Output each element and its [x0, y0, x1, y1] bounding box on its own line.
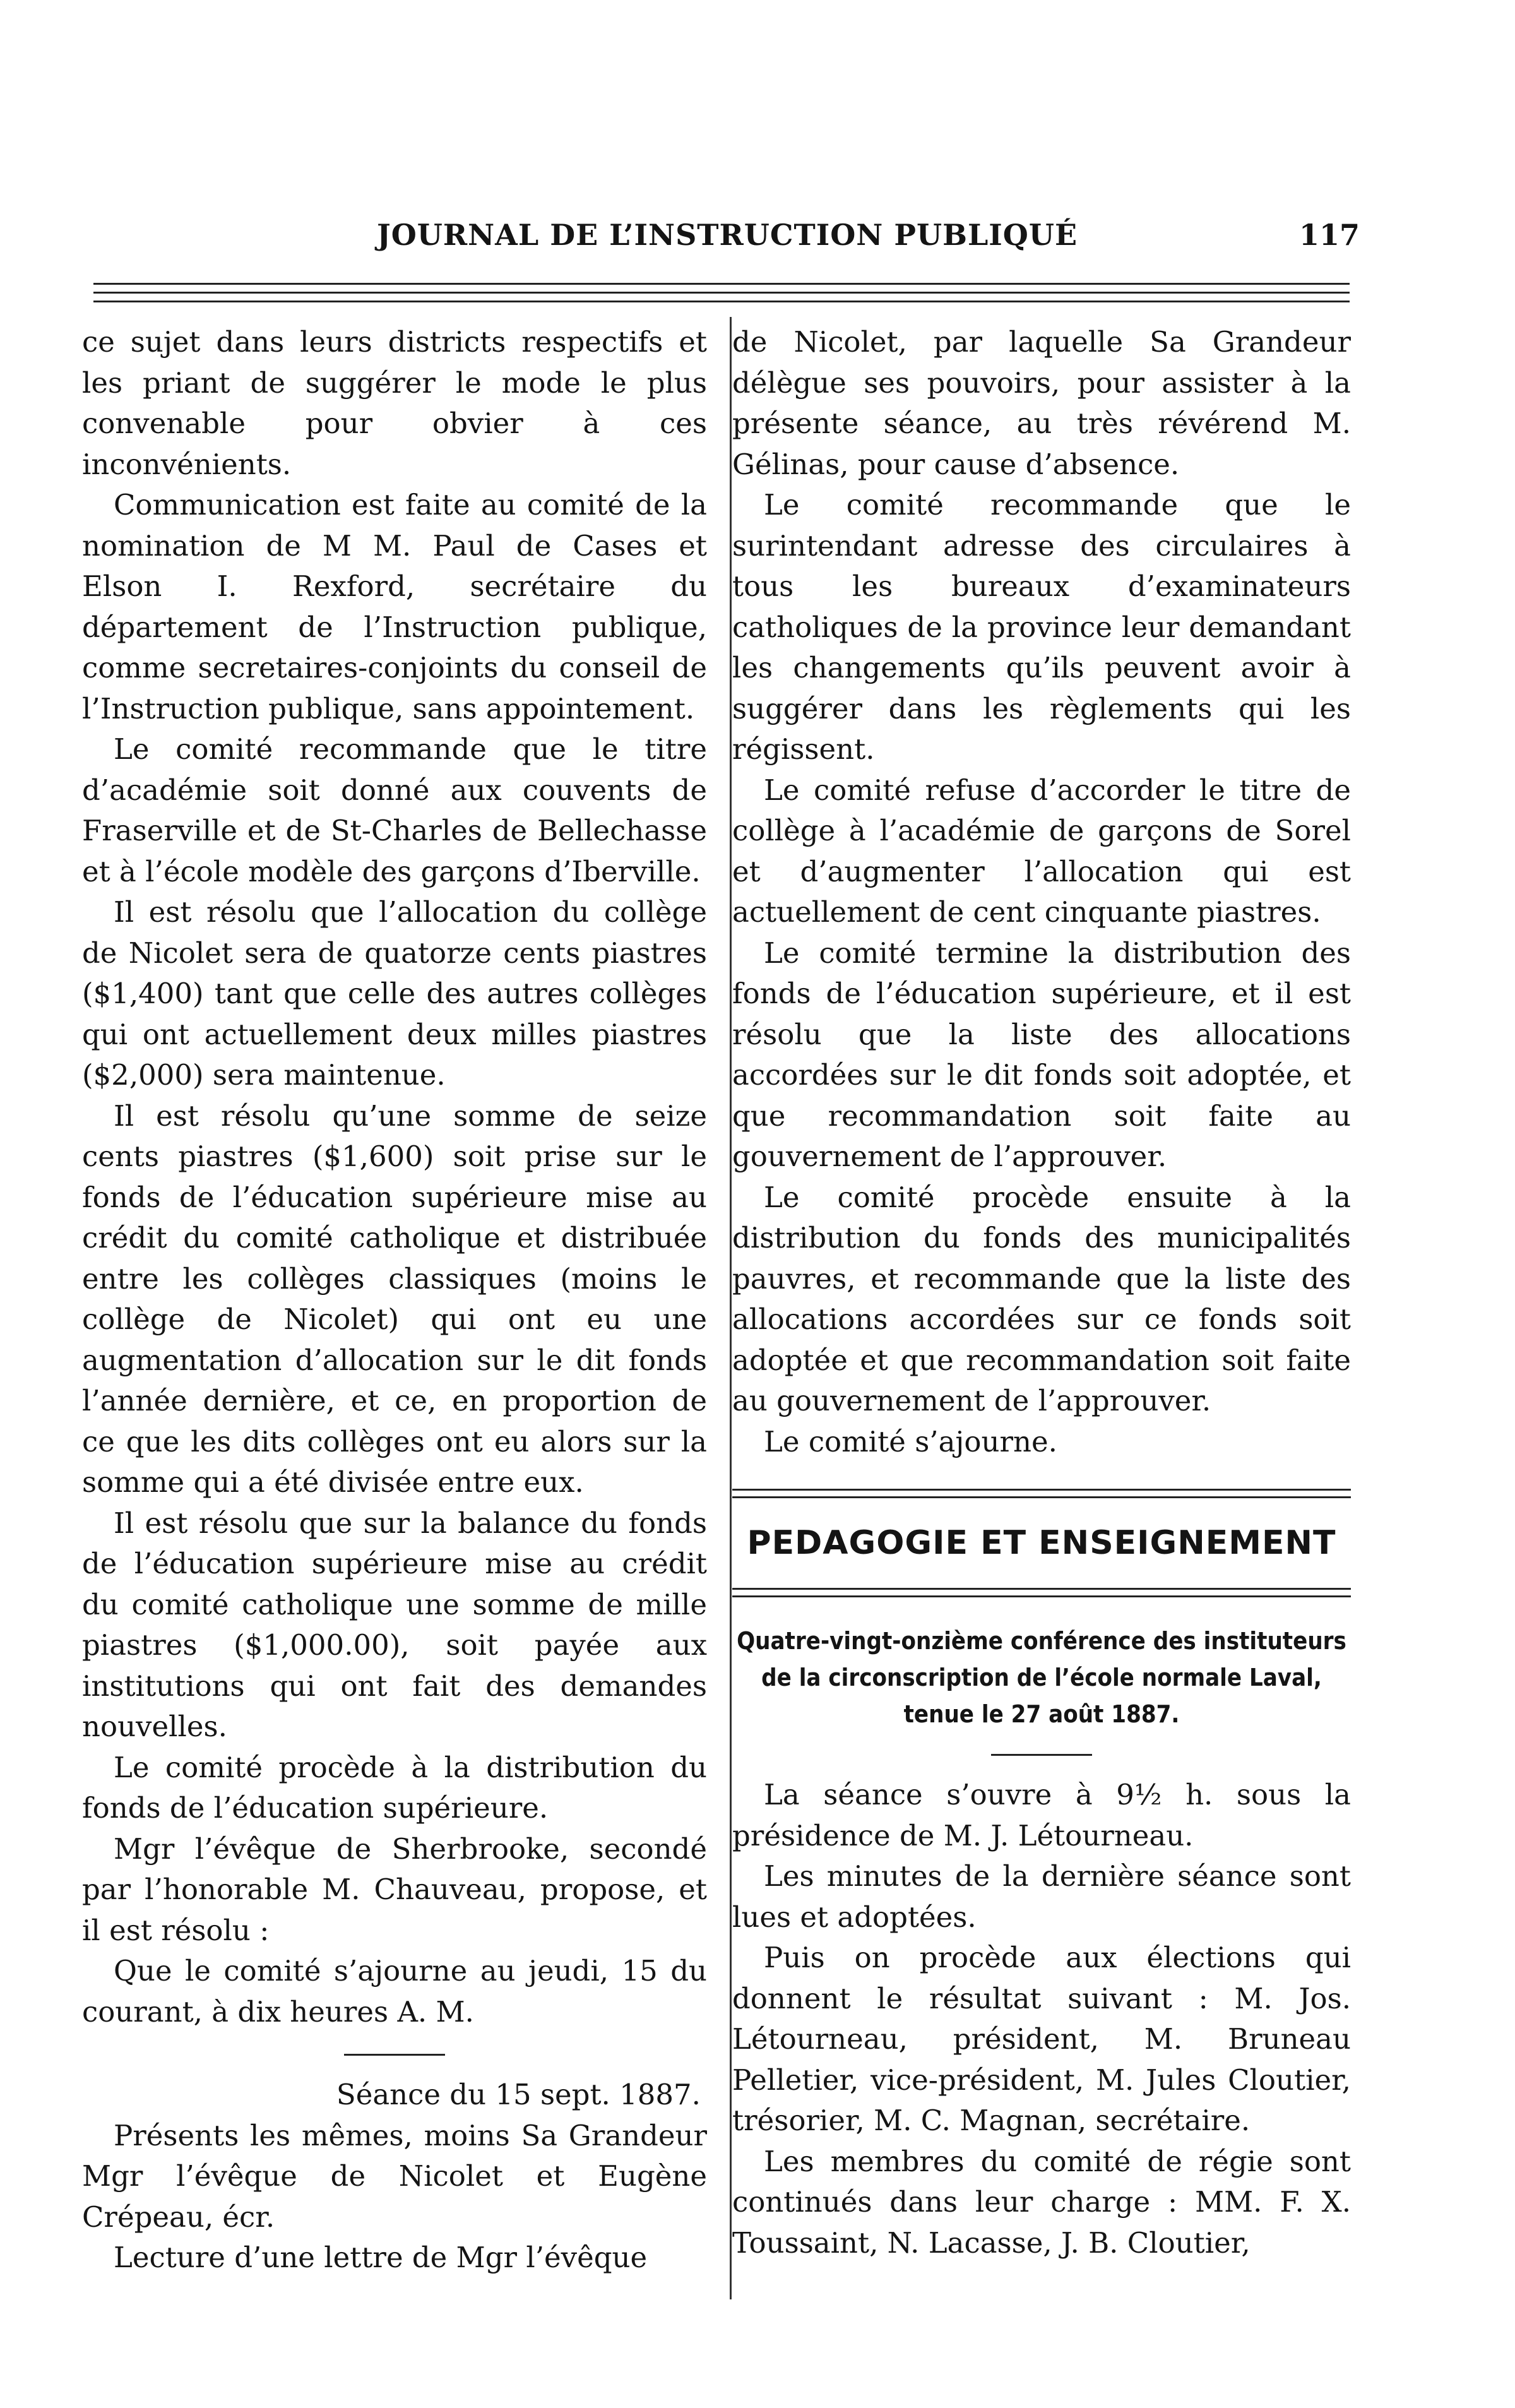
paragraph: Mgr l’évêque de Sherbrooke, secondé par l’honorable M. Chauveau, propose, et il est résolu : — [82, 1832, 707, 1947]
paragraph: Le comité s’ajourne. — [764, 1424, 1057, 1458]
paragraph: Le comité recommande que le titre d’académie soit donné aux couvents de Fraserville et de St-Charles de Bellechasse et à l’école modèle des garçons d’Iberville. — [82, 732, 707, 888]
paragraph: Lecture d’une lettre de Mgr l’évêque — [114, 2241, 648, 2274]
conference-subheading: Quatre-vingt-onzième conférence des instituteurs de la circonscription de l’école normale Laval, tenue le 27 août 1887. — [737, 1627, 1346, 1728]
left-column — [82, 322, 707, 2279]
header-rule-top — [93, 283, 1350, 285]
paragraph: Il est résolu qu’une somme de seize cents piastres ($1,600) soit prise sur le fonds de l’éducation supérieure mise au crédit du comité catholique et distribuée entre les collèges classiques (moins le collège de Nicolet) qui ont eu une augmentation d’allocation sur le dit fonds l’année dernière, et ce, en proportion de ce que les dits collèges ont eu alors sur la somme qui a été divisée entre eux. — [82, 1099, 707, 1499]
section-rule-top — [732, 1489, 1351, 1498]
paragraph: Le comité procède à la distribution du fonds de l’éducation supérieure. — [82, 1750, 707, 1825]
paragraph: Le comité termine la distribution des fonds de l’éducation supérieure, et il est résolu que la liste des allocations accordées sur le dit fonds soit adoptée, et que recommandation soit faite au gouvernement de l’approuver. — [732, 936, 1351, 1173]
section-rule-bottom — [732, 1588, 1351, 1597]
paragraph: ce sujet dans leurs districts respectifs et les priant de suggérer le mode le plus convenable pour obvier à ces inconvénients. — [82, 325, 707, 481]
journal-title: JOURNAL DE L’INSTRUCTION PUBLIQUÉ — [376, 218, 1078, 252]
right-column — [732, 322, 1351, 2263]
column-divider — [730, 317, 732, 2299]
paragraph: Les minutes de la dernière séance sont lues et adoptées. — [732, 1859, 1351, 1934]
paragraph: Puis on procède aux élections qui donnent le résultat suivant : M. Jos. Létourneau, président, M. Bruneau Pelletier, vice-président, M. Jules Cloutier, trésorier, M. C. Magnan, secrétaire. — [732, 1941, 1351, 2137]
page-number: 117 — [1299, 218, 1360, 252]
paragraph: Le comité refuse d’accorder le titre de collège à l’académie de garçons de Sorel et d’augmenter l’allocation qui est actuellement de cent cinquante piastres. — [732, 773, 1351, 929]
paragraph: Il est résolu que sur la balance du fonds de l’éducation supérieure mise au crédit du comité catholique une somme de mille piastres ($1,000.00), soit payée aux institutions qui ont fait des demandes nouvelles. — [82, 1506, 707, 1743]
session-title: Séance du 15 sept. 1887. — [336, 2078, 701, 2111]
paragraph: Que le comité s’ajourne au jeudi, 15 du courant, à dix heures A. M. — [82, 1954, 707, 2029]
paragraph: Communication est faite au comité de la nomination de M M. Paul de Cases et Elson I. Rexford, secrétaire du département de l’Instruction publique, comme secretaires-conjoints du conseil de l’Instruction publique, sans appointement. — [82, 488, 707, 725]
paragraph: de Nicolet, par laquelle Sa Grandeur délègue ses pouvoirs, pour assister à la présente séance, au très révérend M. Gélinas, pour cause d’absence. — [732, 325, 1351, 481]
paragraph: Présents les mêmes, moins Sa Grandeur Mgr l’évêque de Nicolet et Eugène Crépeau, écr. — [82, 2118, 707, 2234]
section-heading: PEDAGOGIE ET ENSEIGNEMENT — [747, 1524, 1336, 1562]
header-rule-middle — [93, 292, 1350, 294]
paragraph: La séance s’ouvre à 9½ h. sous la présidence de M. J. Létourneau. — [732, 1778, 1351, 1852]
paragraph: Il est résolu que l’allocation du collège de Nicolet sera de quatorze cents piastres ($1,400) tant que celle des autres collèges qui ont actuellement deux milles piastres ($2,000) sera maintenue. — [82, 895, 707, 1092]
header-rule-bottom — [93, 301, 1350, 302]
subheading-separator — [991, 1754, 1092, 1756]
running-head — [0, 218, 1515, 268]
paragraph: Les membres du comité de régie sont continués dans leur charge : MM. F. X. Toussaint, N. Lacasse, J. B. Cloutier, — [732, 2144, 1351, 2260]
paragraph: Le comité procède ensuite à la distribution du fonds des municipalités pauvres, et recommande que la liste des allocations accordées sur ce fonds soit adoptée et que recommandation soit faite au gouvernement de l’approuver. — [732, 1180, 1351, 1417]
section-separator — [344, 2054, 445, 2056]
paragraph: Le comité recommande que le surintendant adresse des circulaires à tous les bureaux d’examinateurs catholiques de la province leur demandant les changements qu’ils peuvent avoir à suggérer dans les règlements qui les régissent. — [732, 488, 1351, 766]
